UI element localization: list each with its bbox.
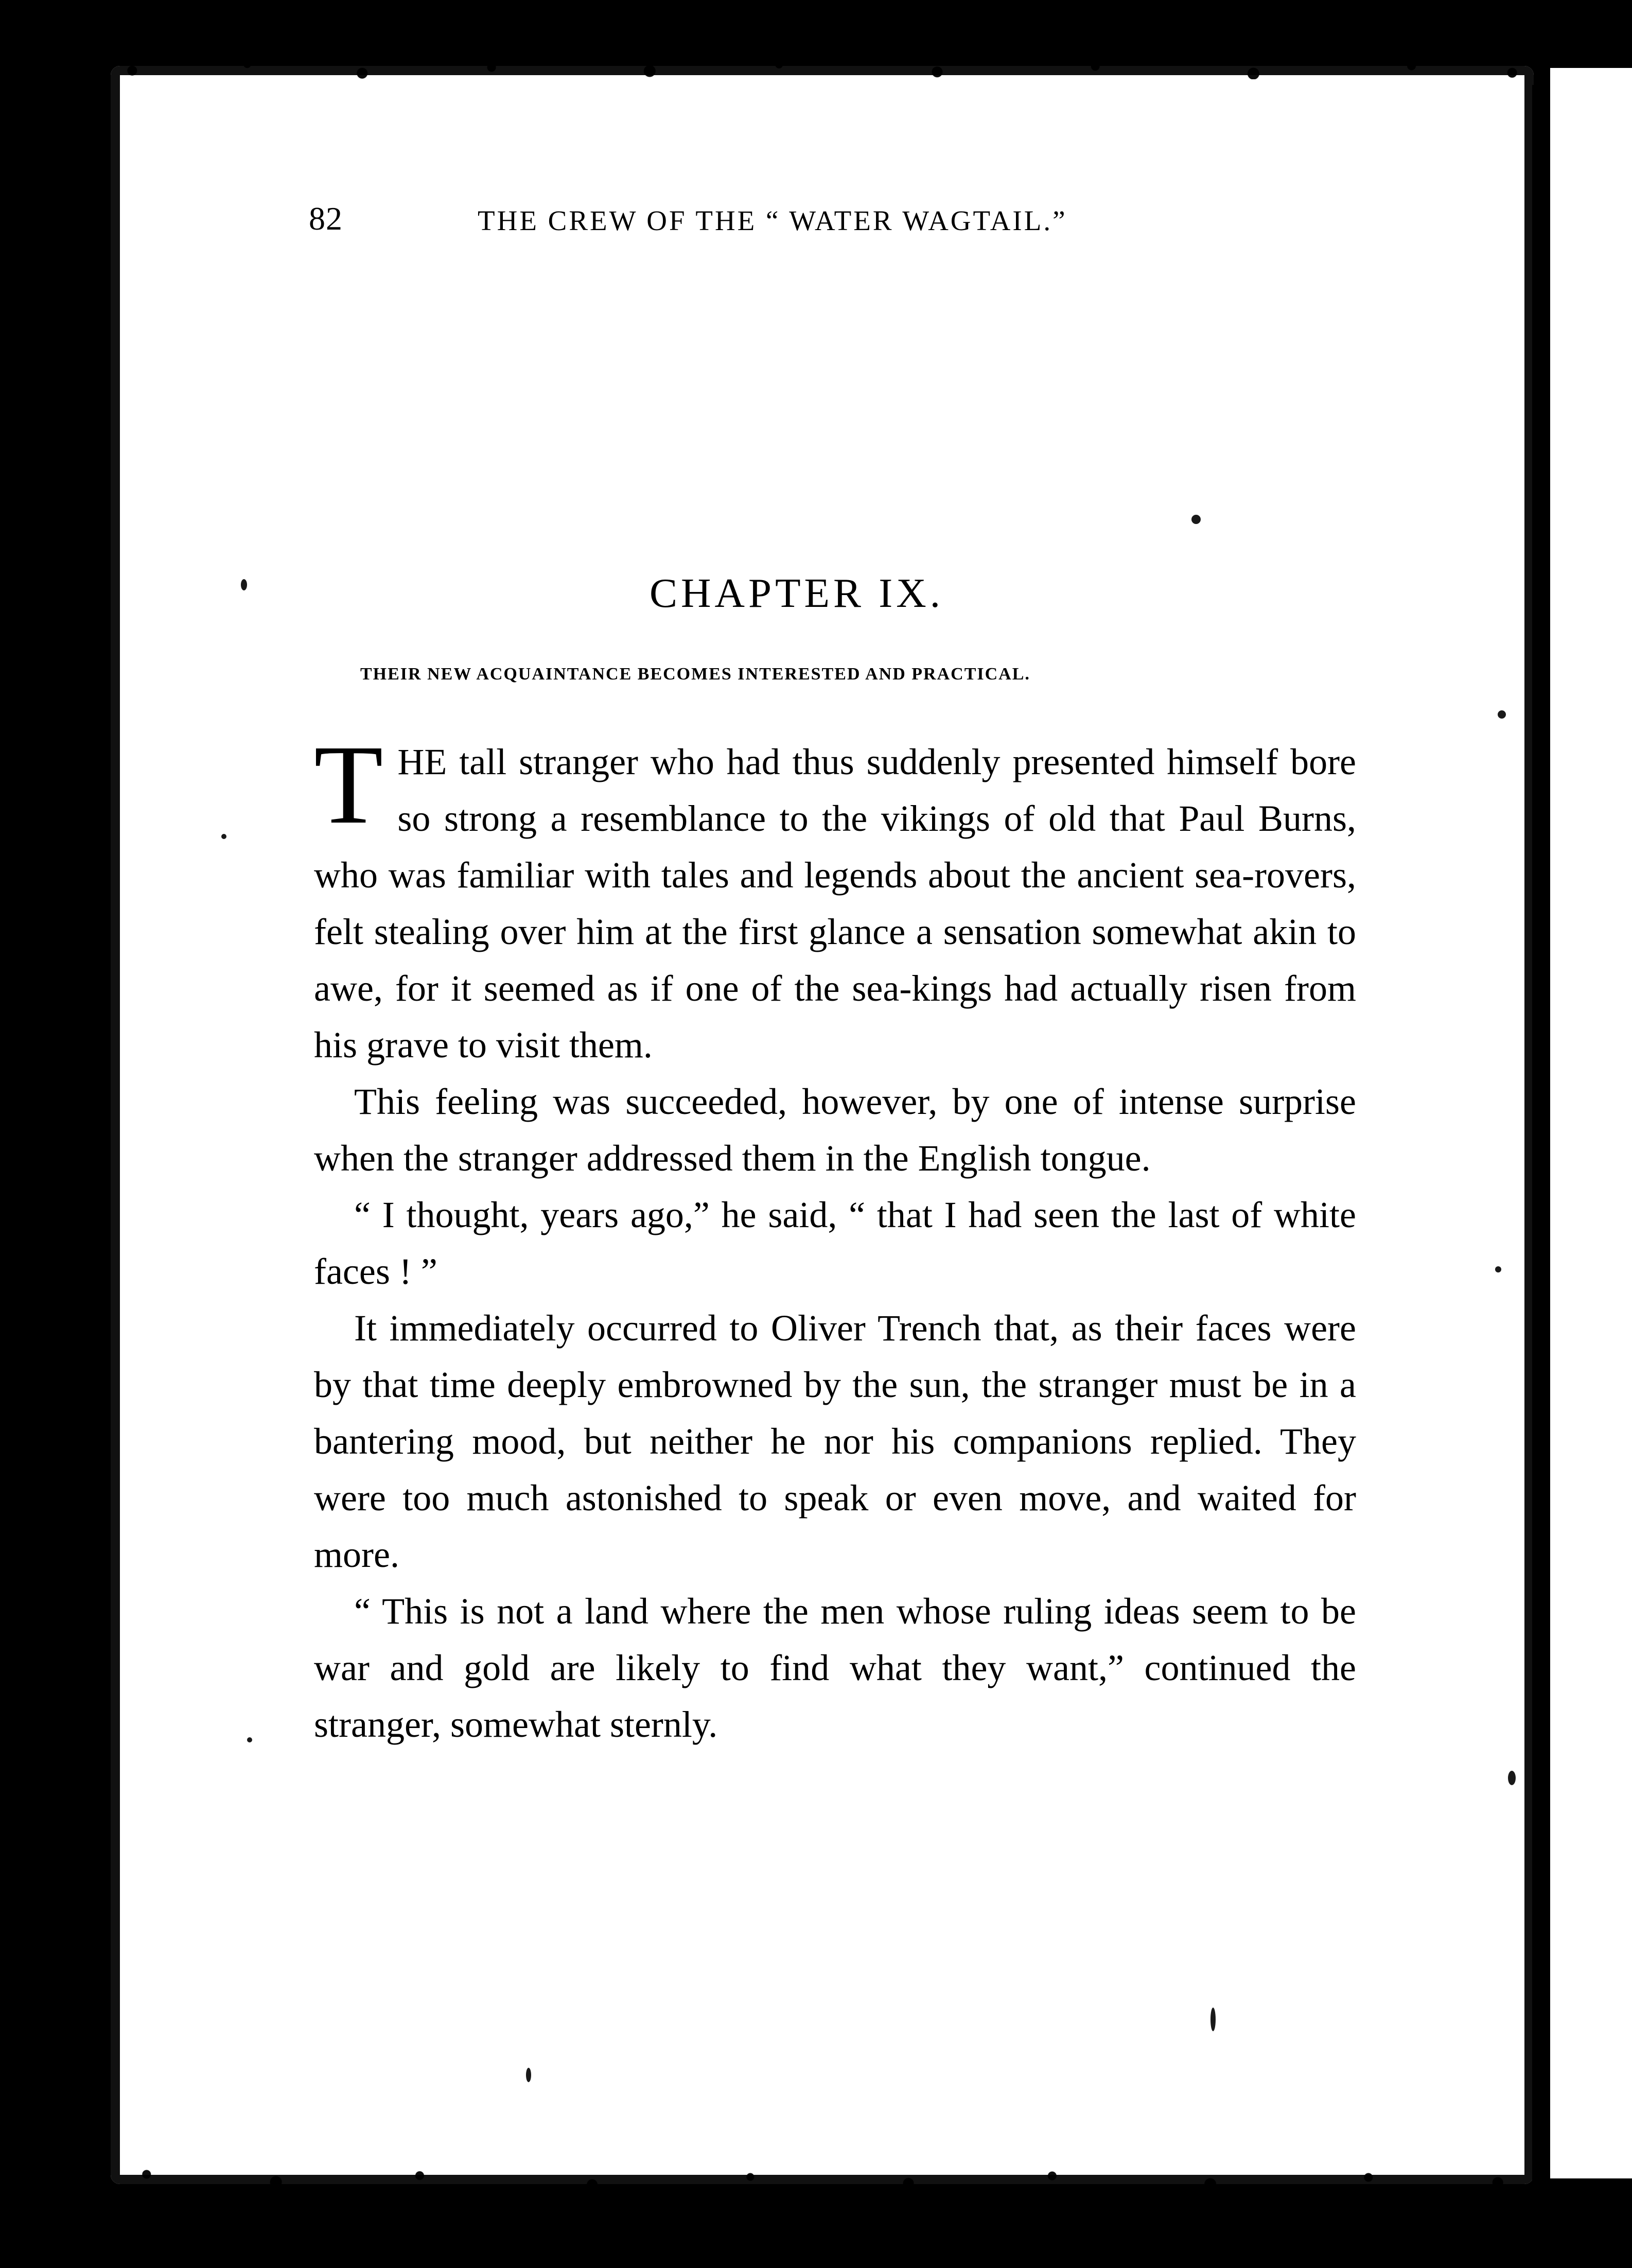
chapter-body	[314, 722, 1356, 1753]
chapter-title: CHAPTER IX.	[650, 570, 944, 616]
running-title: THE CREW OF THE “ WATER WAGTAIL.”	[478, 205, 1067, 236]
scan-speck	[221, 834, 226, 839]
scan-speck	[1210, 2008, 1216, 2031]
paragraph-1-text: HE tall stranger who had thus suddenly presented himself bore so strong a resemblance to the vikings of old that Paul Burns, who was familiar with tales and legends about the ancient sea-rovers, felt stealing over him at the first glance a sensation somewhat akin to awe, for it seemed as if one of the sea-kings had actually risen from his grave to visit them.	[314, 741, 1356, 1066]
scan-speck	[1191, 515, 1201, 524]
chapter-subtitle: THEIR NEW ACQUAINTANCE BECOMES INTERESTED AND PRACTICAL.	[360, 665, 1030, 684]
page-number: 82	[309, 200, 343, 237]
body-paragraph-5: “ This is not a land where the men whose ruling ideas seem to be war and gold are likely to find what they want,” continued the stranger, somewhat sternly.	[314, 1591, 1356, 1745]
page-edge-line	[1532, 85, 1541, 2180]
body-paragraph-3: “ I thought, years ago,” he said, “ that I had seen the last of white faces ! ”	[314, 1194, 1356, 1292]
running-header	[309, 200, 1338, 236]
body-paragraph-4: It immediately occurred to Oliver Trench that, as their faces were by that time deeply embrowned by the sun, the stranger must be in a bantering mood, but neither he nor his companions replied. They were too much astonished to speak or even move, and waited for more.	[314, 1307, 1356, 1575]
adjacent-page-edge	[1544, 68, 1632, 2178]
drop-cap: T	[314, 722, 383, 847]
body-paragraph-2: This feeling was succeeded, however, by one of intense surprise when the stranger addressed them in the English tongue.	[314, 1081, 1356, 1179]
scan-speck	[1508, 1771, 1516, 1785]
scan-speck	[1498, 710, 1506, 719]
scan-speck	[241, 579, 247, 590]
scan-speck	[1495, 1266, 1501, 1272]
scan-speck	[247, 1737, 252, 1742]
scan-speck	[526, 2068, 531, 2082]
body-paragraph-1	[314, 722, 1356, 1073]
